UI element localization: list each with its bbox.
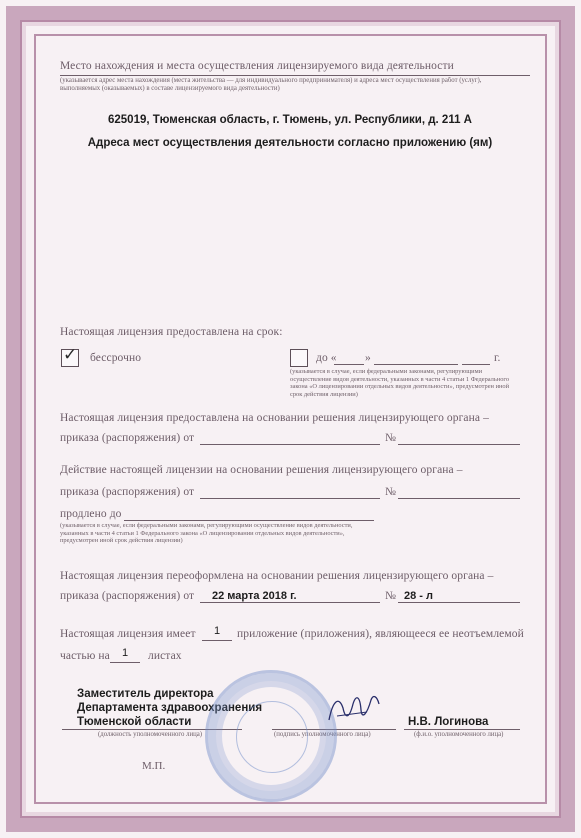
basis-date-line bbox=[200, 444, 380, 445]
until-day-line bbox=[334, 364, 364, 365]
basis-order-label: приказа (распоряжения) от bbox=[60, 432, 195, 444]
until-month-line bbox=[374, 364, 458, 365]
basis-text: Настоящая лицензия предоставлена на основании решения лицензирующего органа – bbox=[60, 412, 489, 424]
checkmark-icon: ✓ bbox=[63, 345, 78, 365]
until-suffix: г. bbox=[494, 352, 501, 364]
until-year-line bbox=[462, 364, 490, 365]
name-line bbox=[404, 729, 520, 730]
appendix-count: 1 bbox=[214, 625, 221, 637]
until-checkbox bbox=[290, 349, 308, 367]
caption-signature: (подпись уполномоченного лица) bbox=[274, 731, 371, 738]
appendix-text-d: листах bbox=[148, 650, 182, 662]
term-heading: Настоящая лицензия предоставлена на срок: bbox=[60, 326, 283, 338]
until-prefix: до « bbox=[316, 352, 337, 364]
appendix-text-a: Настоящая лицензия имеет bbox=[60, 628, 196, 640]
signatory-name: Н.В. Логинова bbox=[408, 716, 489, 728]
basis-number-label: № bbox=[385, 432, 397, 444]
reissue-number-label: № bbox=[385, 590, 397, 602]
extension-date-line bbox=[200, 498, 380, 499]
reissue-date-line bbox=[200, 602, 380, 603]
extension-note: (указывается в случае, если федеральными законами, регулирующими осуществление видов деятельности, указанных в части 4 статьи 1 Федерального закона «О лицензировании отдельных видов деятельности», предусмотрен иной срок действия лицензии) bbox=[60, 522, 353, 545]
divider bbox=[60, 75, 530, 76]
header-note-2: выполняемых (оказываемых) в составе лицензируемого вида деятельности) bbox=[60, 85, 280, 92]
reissue-date: 22 марта 2018 г. bbox=[212, 590, 297, 602]
caption-name: (ф.и.о. уполномоченного лица) bbox=[414, 731, 504, 738]
header-note-1: (указывается адрес места нахождения (места жительства — для индивидуального предпринимателя) и адреса мест осуществления работ (услуг), bbox=[60, 77, 482, 84]
official-seal bbox=[205, 670, 337, 802]
appendix-pages: 1 bbox=[122, 647, 129, 659]
extension-order-label: приказа (распоряжения) от bbox=[60, 486, 195, 498]
reissue-order-label: приказа (распоряжения) от bbox=[60, 590, 195, 602]
until-quote: » bbox=[365, 352, 371, 364]
reissue-text: Настоящая лицензия переоформлена на основании решения лицензирующего органа – bbox=[60, 570, 494, 582]
basis-number-line bbox=[398, 444, 520, 445]
extended-until-line bbox=[124, 520, 374, 521]
appendix-text-b: приложение (приложения), являющееся ее неотъемлемой bbox=[237, 628, 524, 640]
caption-position: (должность уполномоченного лица) bbox=[98, 731, 203, 738]
appendix-pages-line bbox=[110, 662, 140, 663]
section-title: Место нахождения и места осуществления лицензируемого вида деятельности bbox=[60, 60, 454, 72]
reissue-number: 28 - л bbox=[404, 590, 433, 602]
extension-number-line bbox=[398, 498, 520, 499]
unlimited-checkbox bbox=[61, 345, 79, 367]
address-line: 625019, Тюменская область, г. Тюмень, ул. Республики, д. 211 А bbox=[108, 114, 472, 126]
address-appendix: Адреса мест осуществления деятельности согласно приложению (ям) bbox=[87, 137, 493, 149]
seal-emblem bbox=[236, 701, 308, 773]
appendix-text-c: частью на bbox=[60, 650, 110, 662]
signatory-line3: Тюменской области bbox=[77, 716, 192, 728]
appendix-count-line bbox=[202, 640, 232, 641]
mp-label: М.П. bbox=[142, 760, 166, 772]
extension-text: Действие настоящей лицензии на основании решения лицензирующего органа – bbox=[60, 464, 463, 476]
extension-number-label: № bbox=[385, 486, 397, 498]
signatory-line2: Департамента здравоохранения bbox=[77, 702, 263, 714]
unlimited-label: бессрочно bbox=[90, 352, 142, 364]
signatory-line1: Заместитель директора bbox=[77, 688, 214, 700]
extended-until-label: продлено до bbox=[60, 508, 122, 520]
until-note: (указывается в случае, если федеральными законами, регулирующими осуществление видов деятельности, указанных в части 4 статьи 1 Федерального закона «О лицензировании отдельных видов деятельности», предусмотрен иной срок действия лицензии) bbox=[290, 368, 510, 398]
signature-icon bbox=[323, 690, 383, 730]
reissue-number-line bbox=[398, 602, 520, 603]
